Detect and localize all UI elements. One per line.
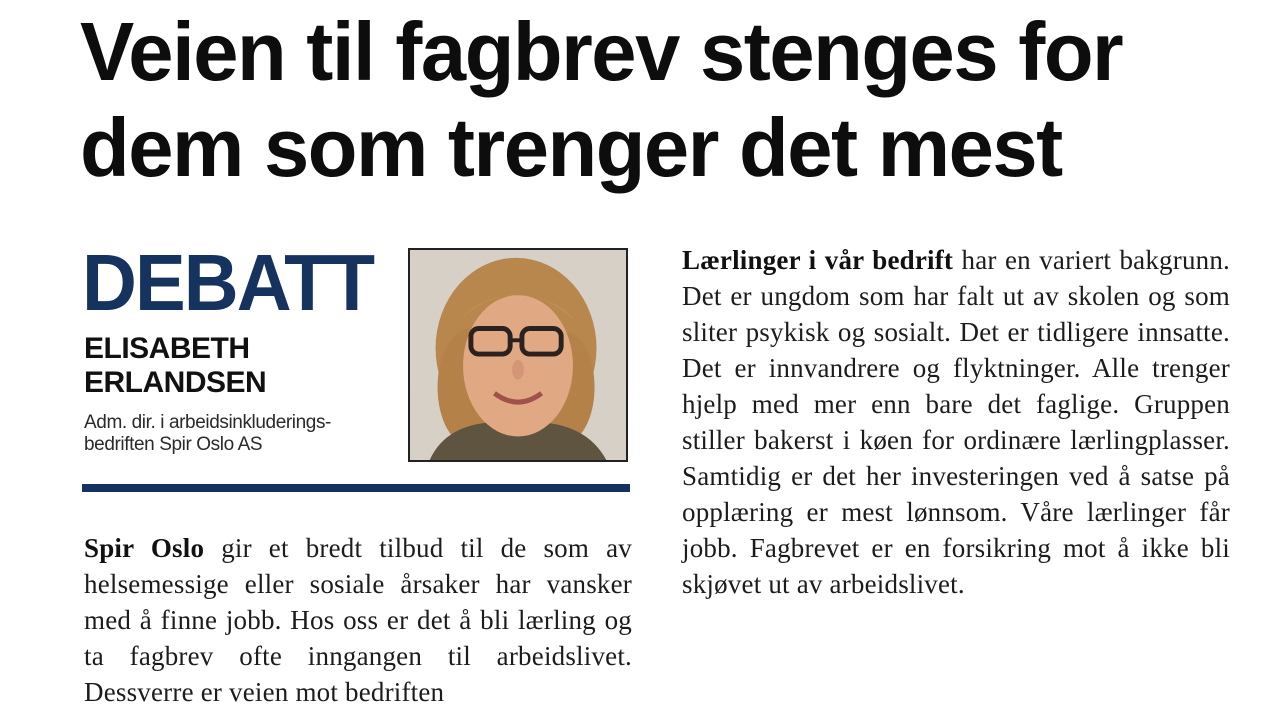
author-role-line-2: bedriften Spir Oslo AS [84,434,263,455]
author-role-line-1: Adm. dir. i arbeidsinkluderings- [84,412,331,433]
author-first-name: ELISABETH [84,332,250,365]
author-role [84,412,384,456]
right-lead-in: Lærlinger i vår bedrift [682,245,954,275]
left-body-text: gir et bredt tilbud til de som av helsemessige eller sosiale årsaker har vansker med å finne jobb. Hos oss er det å bli lærling og ta fagbrev ofte inngangen til arbeidslivet. Dessverre er veien mot bedriften [84,533,632,707]
author-photo [408,248,628,462]
headline [80,4,1236,196]
author-portrait-image [410,250,626,460]
article-column-right [682,242,1230,602]
headline-line-2: dem som trenger det mest [80,101,1062,194]
headline-line-1: Veien til fagbrev stenges for [80,5,1123,98]
right-body-text: har en variert bakgrunn. Det er ungdom som har falt ut av skolen og som sliter psykisk og sosialt. Det er tidligere innsatte. Det er innvandrere og flyktninger. Alle trenger hjelp med mer enn bare det faglige. Gruppen stiller bakerst i køen for ordinære lærlingplasser. Samtidig er det her investeringen ved å satse på opplæring er mest lønnsom. Våre lærlinger får jobb. Fagbrevet er en forsikring mot å ikke bli skjøvet ut av arbeidslivet. [682,245,1230,599]
article-column-left [84,530,632,710]
section-kicker: DEBATT [82,238,374,327]
author-byline [84,332,404,400]
section-divider [82,484,630,492]
left-lead-in: Spir Oslo [84,533,205,563]
author-last-name: ERLANDSEN [84,366,267,399]
